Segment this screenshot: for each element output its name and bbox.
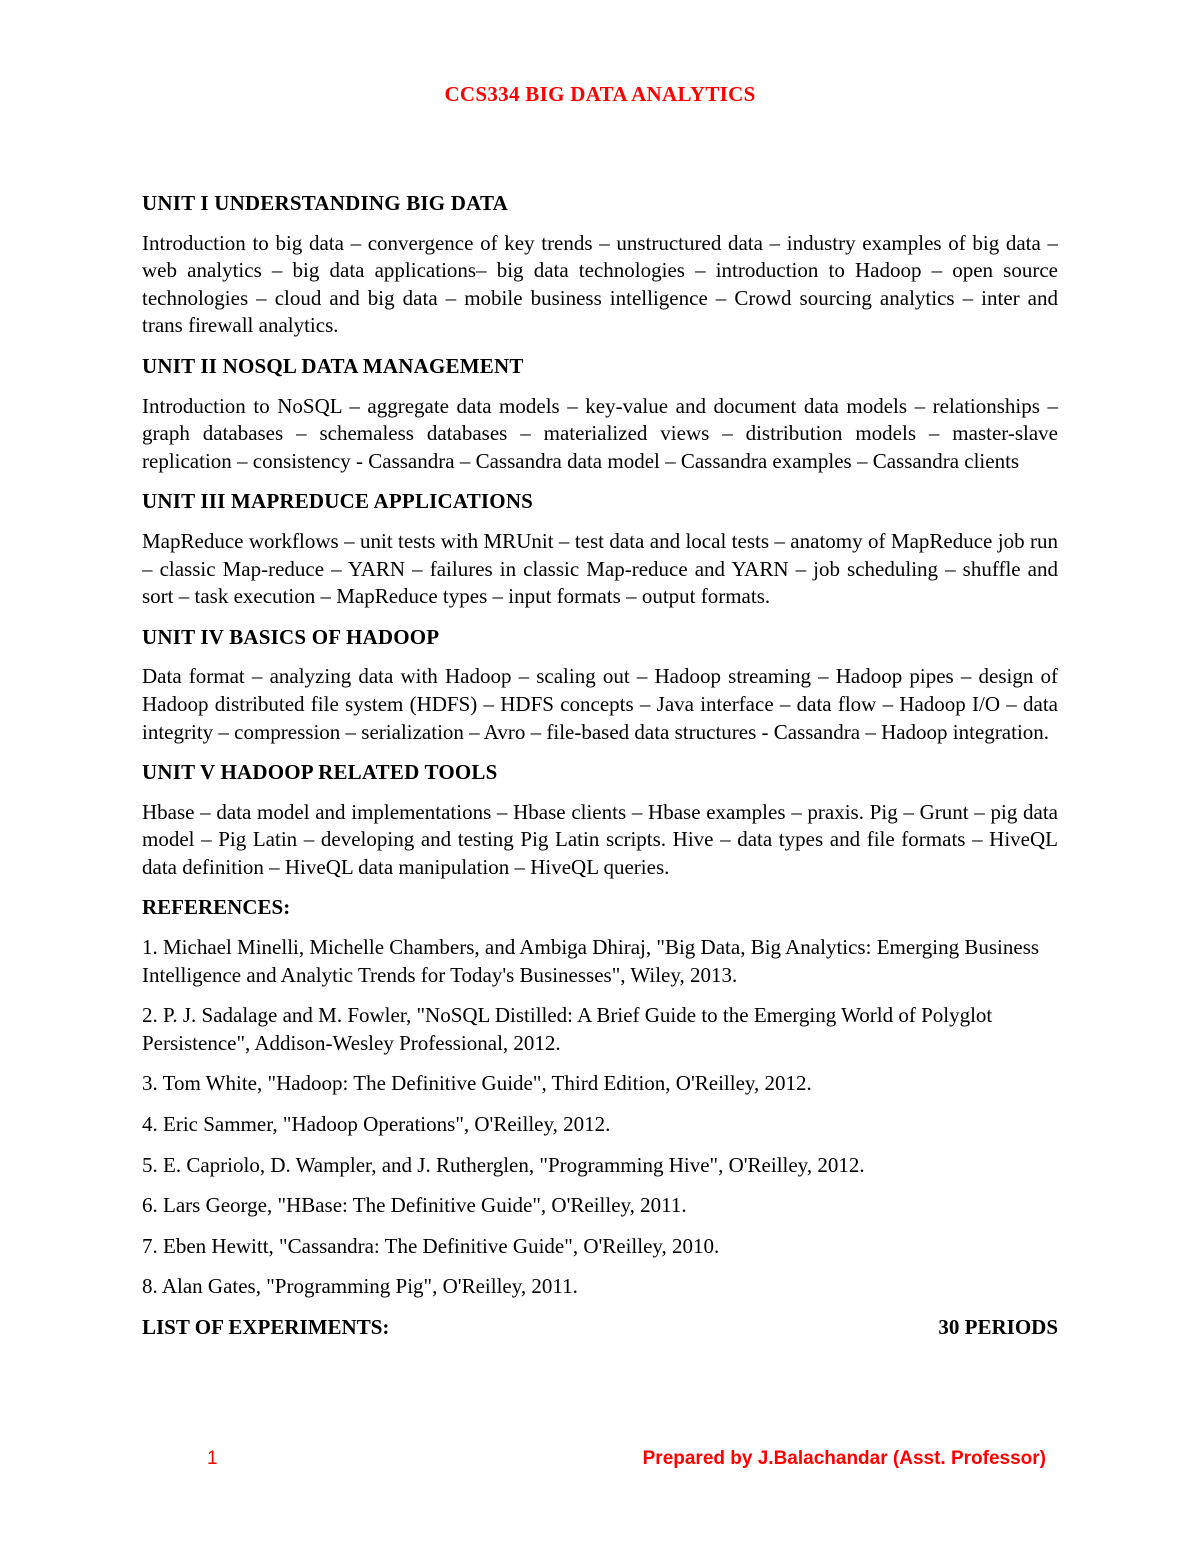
experiments-row — [142, 1314, 1058, 1342]
document-title: CCS334 BIG DATA ANALYTICS — [444, 82, 756, 106]
reference-item: 2. P. J. Sadalage and M. Fowler, "NoSQL Distilled: A Brief Guide to the Emerging World of Polyglot Persistence", Addison-Wesley Professional, 2012. — [142, 1003, 993, 1055]
reference-item: 4. Eric Sammer, "Hadoop Operations", O'Reilley, 2012. — [142, 1112, 611, 1137]
reference-item: 8. Alan Gates, "Programming Pig", O'Reilley, 2011. — [142, 1274, 578, 1299]
unit-heading: UNIT V HADOOP RELATED TOOLS — [142, 760, 498, 785]
reference-item: 7. Eben Hewitt, "Cassandra: The Definitive Guide", O'Reilley, 2010. — [142, 1233, 720, 1258]
unit-content: Introduction to NoSQL – aggregate data models – key-value and document data models – relationships – graph databases – schemaless databases – materialized views – distribution models – master-slave replication – consistency - Cassandra – Cassandra data model – Cassandra examples – Cassandra clients — [142, 393, 1058, 473]
unit-heading: UNIT III MAPREDUCE APPLICATIONS — [142, 489, 534, 514]
unit-section — [142, 759, 1058, 881]
reference-item: 5. E. Capriolo, D. Wampler, and J. Rutherglen, "Programming Hive", O'Reilley, 2012. — [142, 1152, 865, 1177]
unit-content: Introduction to big data – convergence of key trends – unstructured data – industry examples of big data – web analytics – big data applications– big data technologies – introduction to Hadoop – open source technologies – cloud and big data – mobile business intelligence – Crowd sourcing analytics – inter and trans firewall analytics. — [142, 230, 1058, 338]
unit-content: Data format – analyzing data with Hadoop – scaling out – Hadoop streaming – Hadoop pipes – design of Hadoop distributed file system (HDFS) – HDFS concepts – Java interface – data flow – Hadoop I/O – data integrity – compression – serialization – Avro – file-based data structures - Cassandra – Hadoop integration. — [142, 664, 1058, 744]
document-body — [142, 190, 1058, 1342]
references-heading: REFERENCES: — [142, 895, 291, 920]
unit-content: MapReduce workflows – unit tests with MRUnit – test data and local tests – anatomy of MapReduce job run – classic Map-reduce – YARN – failures in classic Map-reduce and YARN – job scheduling – shuffle and sort – task execution – MapReduce types – input formats – output formats. — [142, 528, 1058, 609]
references-section — [142, 894, 1058, 1301]
reference-item: 3. Tom White, "Hadoop: The Definitive Guide", Third Edition, O'Reilley, 2012. — [142, 1071, 812, 1096]
unit-heading: UNIT IV BASICS OF HADOOP — [142, 624, 440, 649]
unit-section — [142, 624, 1058, 746]
unit-section — [142, 190, 1058, 340]
footer-prepared-by: Prepared by J.Balachandar (Asst. Professor) — [642, 1448, 1046, 1469]
unit-section — [142, 353, 1058, 475]
reference-item: 1. Michael Minelli, Michelle Chambers, and Ambiga Dhiraj, "Big Data, Big Analytics: Emerging Business Intelligence and Analytic Trends for Today's Businesses", Wiley, 2013. — [142, 935, 1040, 987]
experiments-periods: 30 PERIODS — [938, 1315, 1058, 1339]
experiments-heading: LIST OF EXPERIMENTS: — [142, 1315, 390, 1339]
unit-content: Hbase – data model and implementations – Hbase clients – Hbase examples – praxis. Pig – Grunt – pig data model – Pig Latin – developing and testing Pig Latin scripts. Hive – data types and file formats – HiveQL data definition – HiveQL data manipulation – HiveQL queries. — [142, 799, 1058, 879]
unit-heading: UNIT II NOSQL DATA MANAGEMENT — [142, 353, 524, 378]
unit-section — [142, 488, 1058, 610]
unit-heading: UNIT I UNDERSTANDING BIG DATA — [142, 191, 508, 215]
reference-item: 6. Lars George, "HBase: The Definitive Guide", O'Reilley, 2011. — [142, 1193, 687, 1218]
footer-page-number: 1 — [207, 1448, 218, 1469]
